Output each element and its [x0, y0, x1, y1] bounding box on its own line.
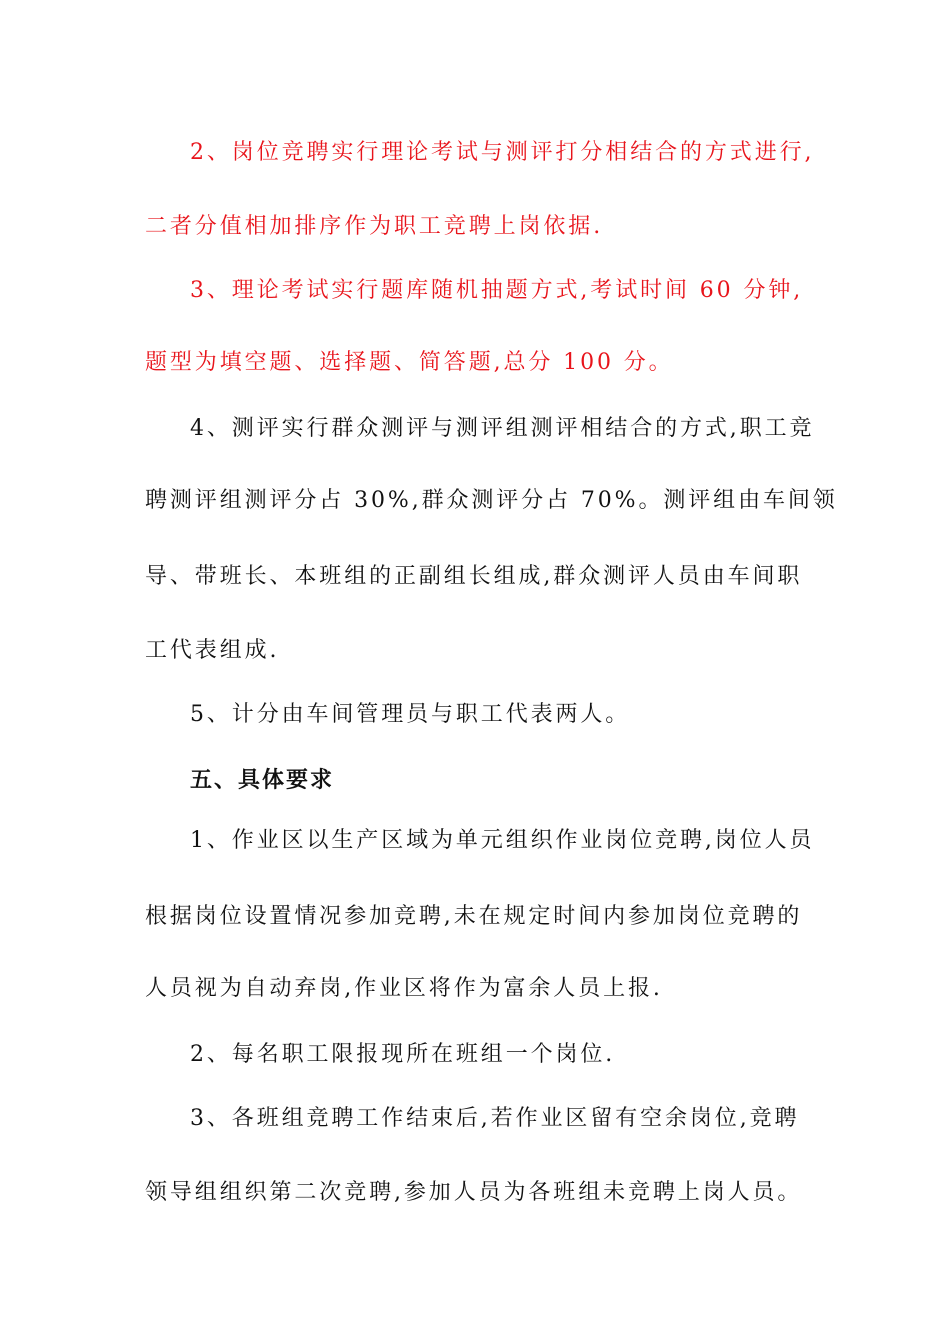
item-3-line-2: 题型为填空题、选择题、简答题,总分 100 分。 — [145, 350, 674, 375]
section-heading: 五、具体要求 — [190, 767, 335, 793]
item-2-line-2: 二者分值相加排序作为职工竞聘上岗依据. — [145, 214, 604, 239]
req-3-line-2: 领导组组织第二次竞聘,参加人员为各班组未竞聘上岗人员。 — [145, 1180, 803, 1205]
req-3-line-1: 3、各班组竞聘工作结束后,若作业区留有空余岗位,竞聘 — [190, 1106, 800, 1131]
item-2-line-1: 2、岗位竞聘实行理论考试与测评打分相结合的方式进行, — [190, 140, 815, 165]
item-3-line-1: 3、理论考试实行题库随机抽题方式,考试时间 60 分钟, — [190, 278, 804, 303]
item-4-line-2: 聘测评组测评分占 30%,群众测评分占 70%。测评组由车间领 — [145, 488, 838, 513]
item-4-line-3: 导、带班长、本班组的正副组长组成,群众测评人员由车间职 — [145, 564, 803, 589]
item-5-line-1: 5、计分由车间管理员与职工代表两人。 — [190, 702, 631, 727]
req-2-line-1: 2、每名职工限报现所在班组一个岗位. — [190, 1042, 616, 1067]
item-4-line-4: 工代表组成. — [145, 638, 280, 663]
req-1-line-3: 人员视为自动弃岗,作业区将作为富余人员上报. — [145, 976, 663, 1001]
req-1-line-1: 1、作业区以生产区域为单元组织作业岗位竞聘,岗位人员 — [190, 828, 815, 853]
req-1-line-2: 根据岗位设置情况参加竞聘,未在规定时间内参加岗位竞聘的 — [145, 904, 803, 929]
item-4-line-1: 4、测评实行群众测评与测评组测评相结合的方式,职工竞 — [190, 416, 815, 441]
